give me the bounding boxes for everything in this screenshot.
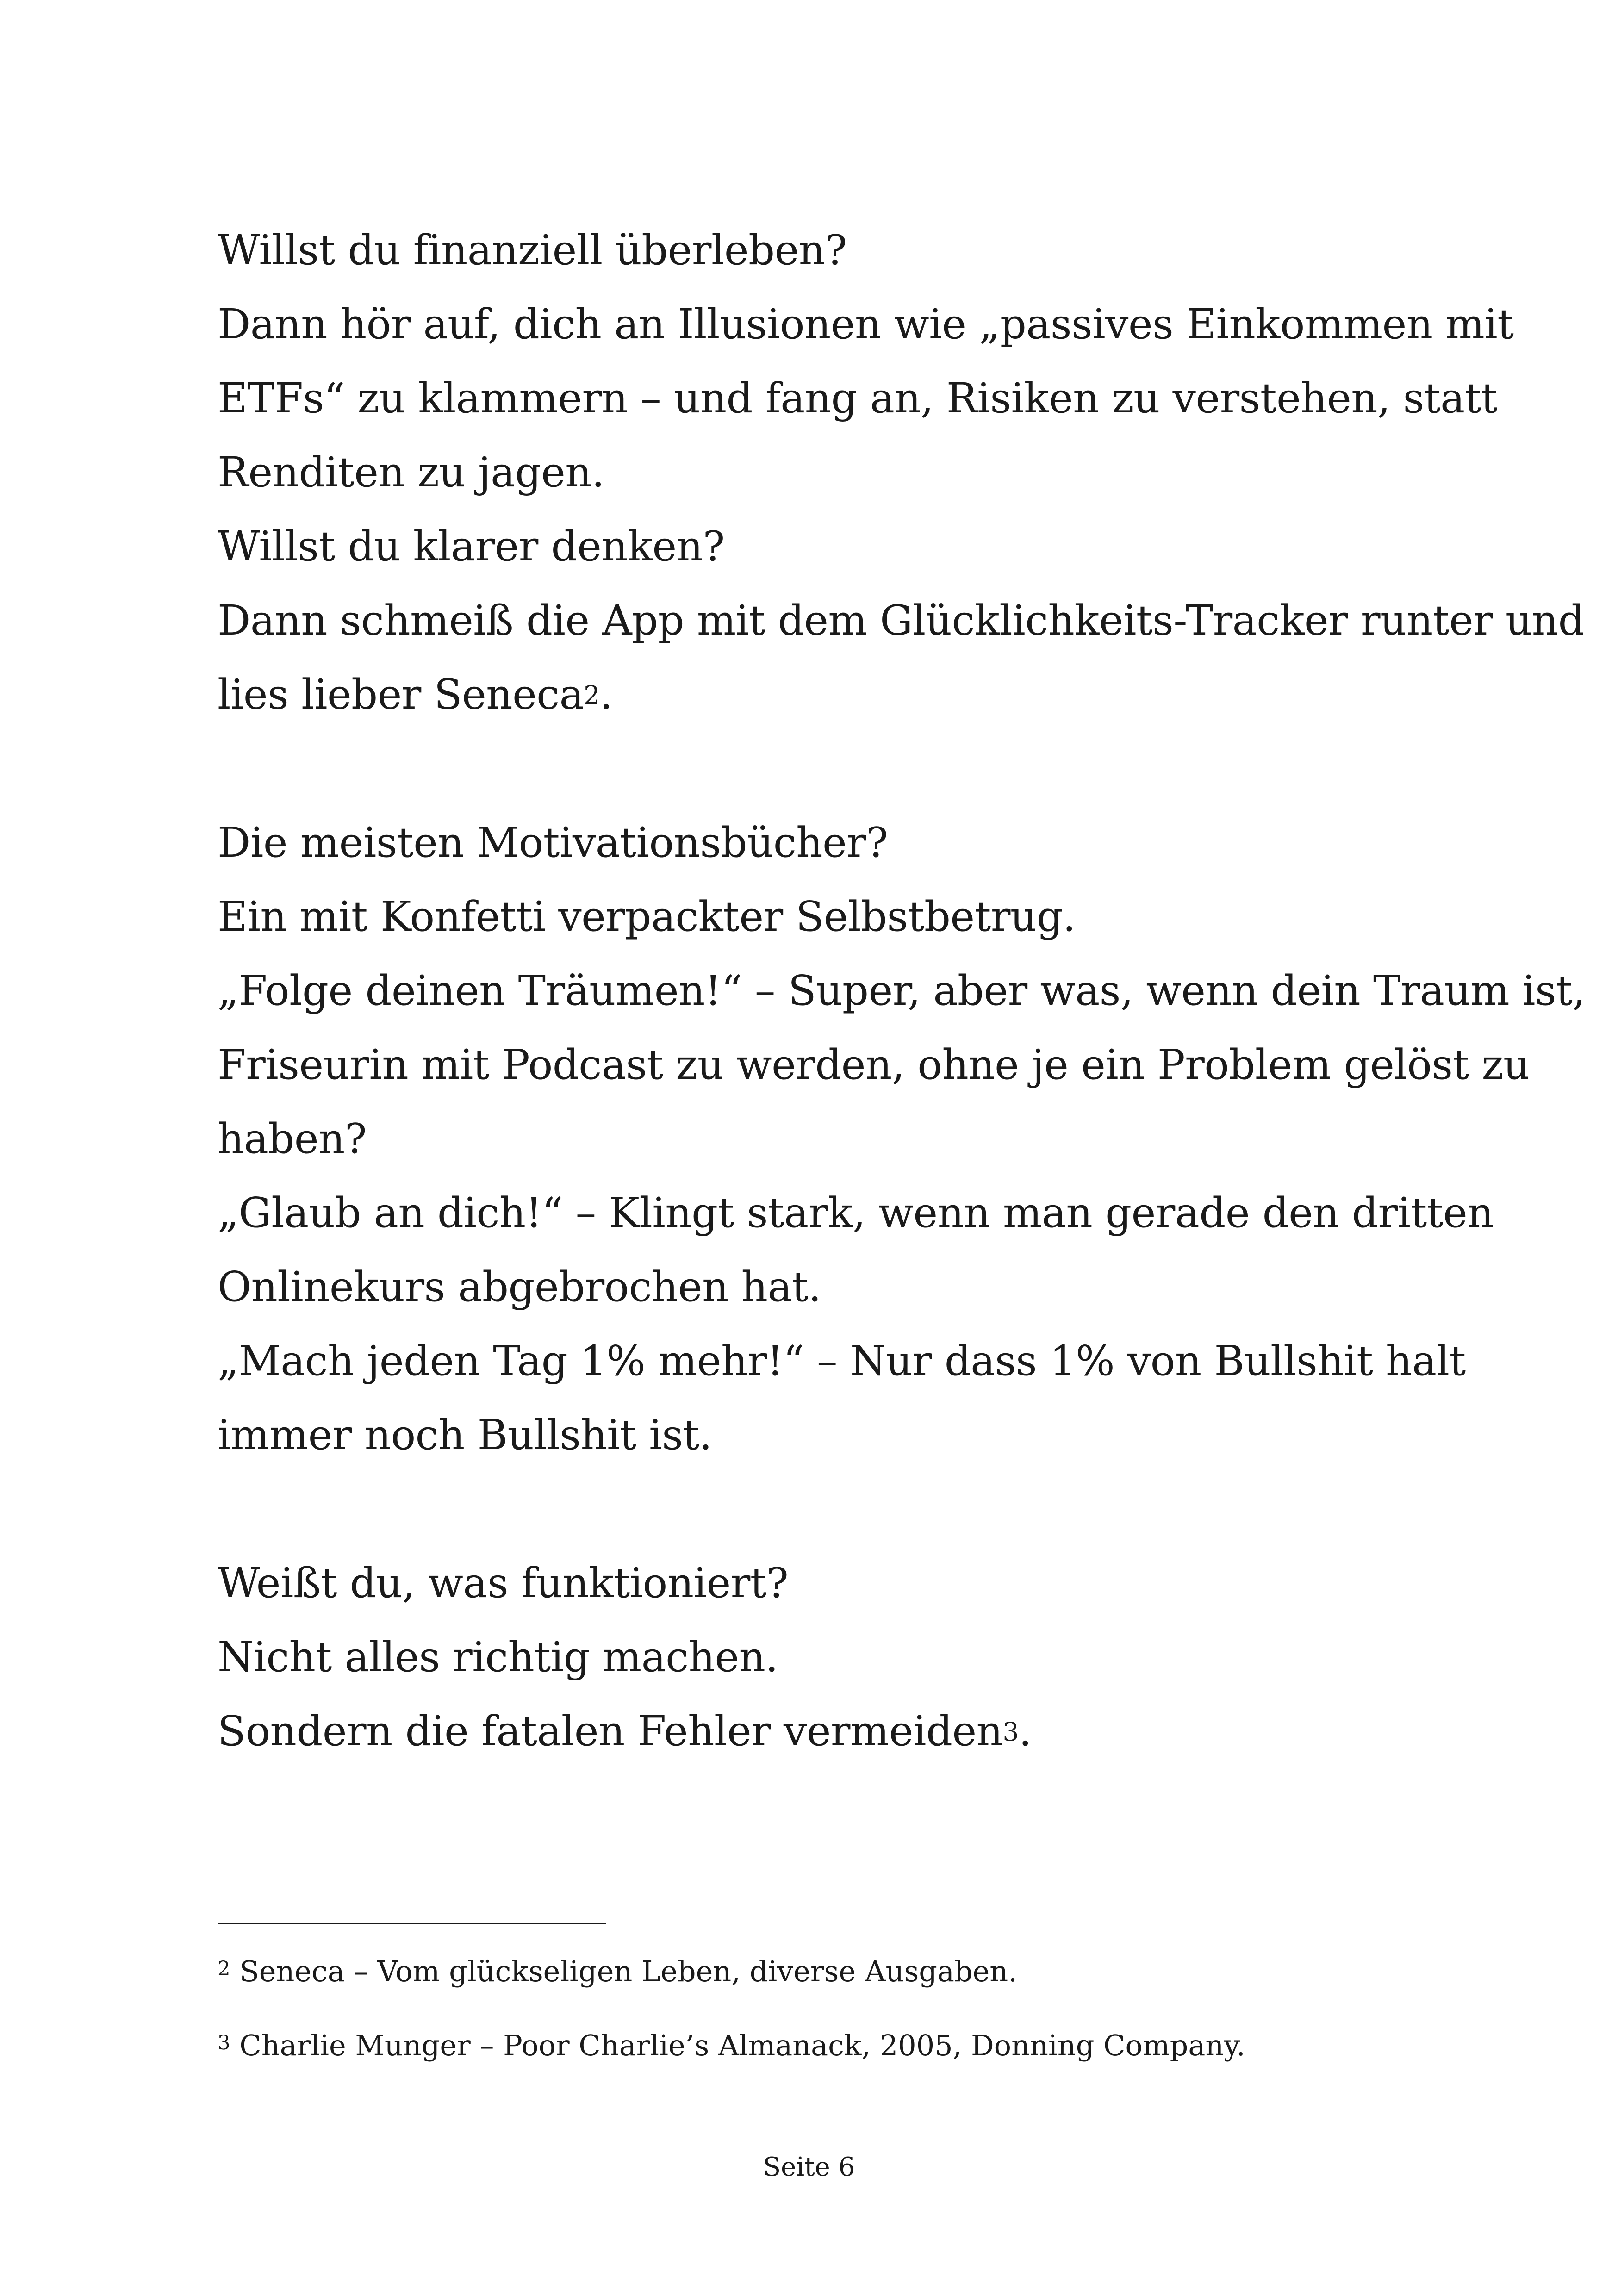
footnote-2 <box>218 1951 1421 1992</box>
text-line: Willst du finanziell überleben? <box>218 226 847 274</box>
page-number: Seite 6 <box>763 2152 855 2182</box>
footnotes <box>218 1951 1421 2066</box>
footnote-number: 2 <box>218 1957 230 1980</box>
text-line: immer noch Bullshit ist. <box>218 1411 712 1459</box>
text-line: Friseurin mit Podcast zu werden, ohne je ein Problem gelöst zu <box>218 1040 1530 1089</box>
text-line: Nicht alles richtig machen. <box>218 1633 778 1681</box>
text-line: „Glaub an dich!“ – Klingt stark, wenn man gerade den dritten <box>218 1188 1494 1237</box>
footnote-reference[interactable]: 3 <box>1002 1717 1019 1748</box>
footnote-number: 3 <box>218 2031 230 2054</box>
text-line: Willst du klarer denken? <box>218 522 725 570</box>
footnote-text: Charlie Munger – Poor Charlie’s Almanack, 2005, Donning Company. <box>239 2028 1245 2062</box>
text-line: Dann schmeiß die App mit dem Glücklichkeits-Tracker runter und <box>218 596 1585 644</box>
text-line: ETFs“ zu klammern – und fang an, Risiken zu verstehen, statt <box>218 374 1498 422</box>
text-line-punctuation: . <box>1019 1707 1032 1755</box>
footnote-separator <box>218 1923 606 1924</box>
text-line: Ein mit Konfetti verpackter Selbstbetrug. <box>218 892 1076 940</box>
text-line: haben? <box>218 1114 367 1163</box>
text-line: „Mach jeden Tag 1% mehr!“ – Nur dass 1% von Bullshit halt <box>218 1337 1466 1385</box>
paragraph-finance <box>218 213 1585 731</box>
text-line: Renditen zu jagen. <box>218 448 604 496</box>
body-text <box>218 213 1586 1768</box>
paragraph-what-works <box>218 1546 1421 1768</box>
text-line: Onlinekurs abgebrochen hat. <box>218 1263 821 1311</box>
text-line-content: Sondern die fatalen Fehler vermeiden <box>218 1707 1003 1755</box>
paragraph-motivation-books <box>218 805 1586 1472</box>
text-line-with-footnote <box>218 657 1421 731</box>
text-line: „Folge deinen Träumen!“ – Super, aber was, wenn dein Traum ist, <box>218 966 1586 1014</box>
text-line-punctuation: . <box>599 670 613 718</box>
text-line-with-footnote <box>218 1694 1421 1768</box>
text-line: Weißt du, was funktioniert? <box>218 1559 789 1607</box>
footnote-text: Seneca – Vom glückseligen Leben, diverse Ausgaben. <box>239 1954 1017 1988</box>
text-line: Dann hör auf, dich an Illusionen wie „passives Einkommen mit <box>218 300 1514 348</box>
footnote-reference[interactable]: 2 <box>584 681 600 711</box>
text-line: Die meisten Motivationsbücher? <box>218 818 888 866</box>
footnote-3 <box>218 2025 1421 2066</box>
text-line-content: lies lieber Seneca <box>218 670 584 718</box>
